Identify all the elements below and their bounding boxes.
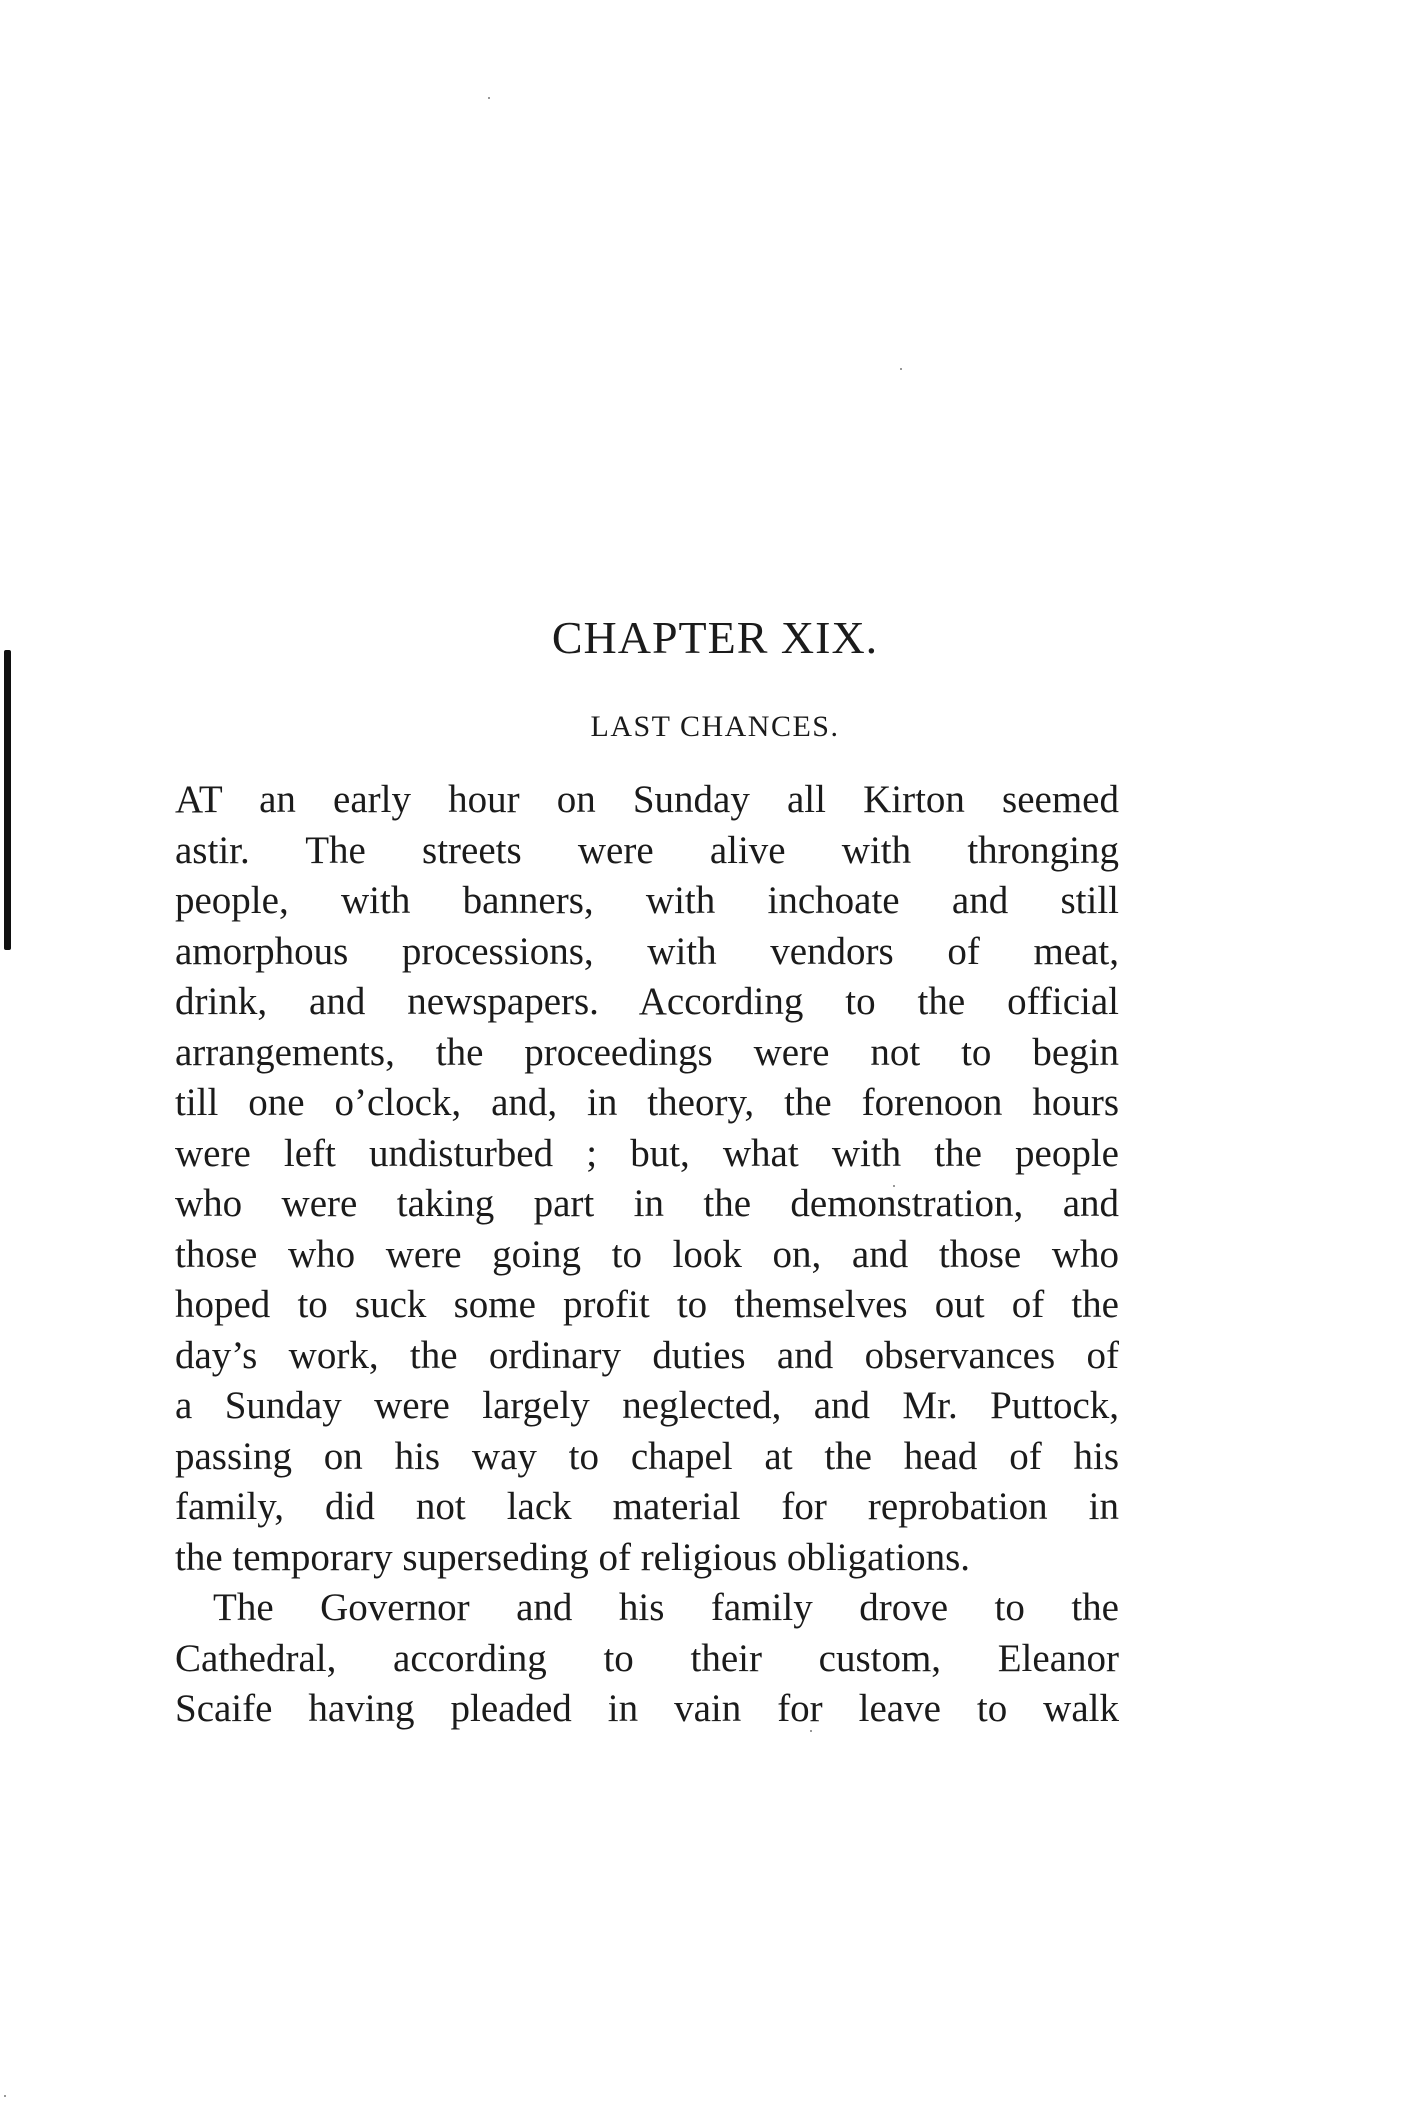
- text-line: people, with banners, with inchoate and still: [175, 879, 1119, 922]
- scan-margin-mark: [4, 650, 11, 950]
- text-line: a Sunday were largely neglected, and Mr. Puttock,: [175, 1384, 1119, 1427]
- text-line: day’s work, the ordinary duties and observances of: [175, 1333, 1119, 1377]
- text-line: were left undisturbed ; but, what with the people: [175, 1131, 1119, 1175]
- text-line: Cathedral, according to their custom, Eleanor: [175, 1636, 1119, 1680]
- text-line: hoped to suck some profit to themselves out of the: [175, 1283, 1119, 1326]
- text-line: amorphous processions, with vendors of meat,: [175, 929, 1119, 973]
- scan-speck: [900, 368, 902, 370]
- scan-speck: [488, 97, 490, 99]
- chapter-subtitle: LAST CHANCES.: [590, 710, 840, 743]
- text-line: those who were going to look on, and those who: [175, 1232, 1119, 1276]
- text-line: Scaife having pleaded in vain for leave to walk: [175, 1687, 1119, 1730]
- text-line: passing on his way to chapel at the head of his: [175, 1434, 1119, 1478]
- chapter-body-text: [175, 775, 1119, 1735]
- text-line: the temporary superseding of religious obligations.: [175, 1535, 971, 1579]
- text-line: till one o’clock, and, in theory, the forenoon hours: [175, 1081, 1119, 1124]
- scan-speck: [4, 2095, 6, 2097]
- text-line: who were taking part in the demonstration, and: [175, 1182, 1119, 1225]
- text-line: AT an early hour on Sunday all Kirton seemed: [175, 778, 1119, 821]
- text-line: astir. The streets were alive with thronging: [175, 828, 1119, 872]
- text-line: arrangements, the proceedings were not to begin: [175, 1030, 1119, 1074]
- chapter-title: CHAPTER XIX.: [551, 612, 879, 663]
- text-line: The Governor and his family drove to the: [213, 1586, 1119, 1629]
- text-line: drink, and newspapers. According to the official: [175, 980, 1119, 1023]
- text-line: family, did not lack material for reprobation in: [175, 1485, 1119, 1528]
